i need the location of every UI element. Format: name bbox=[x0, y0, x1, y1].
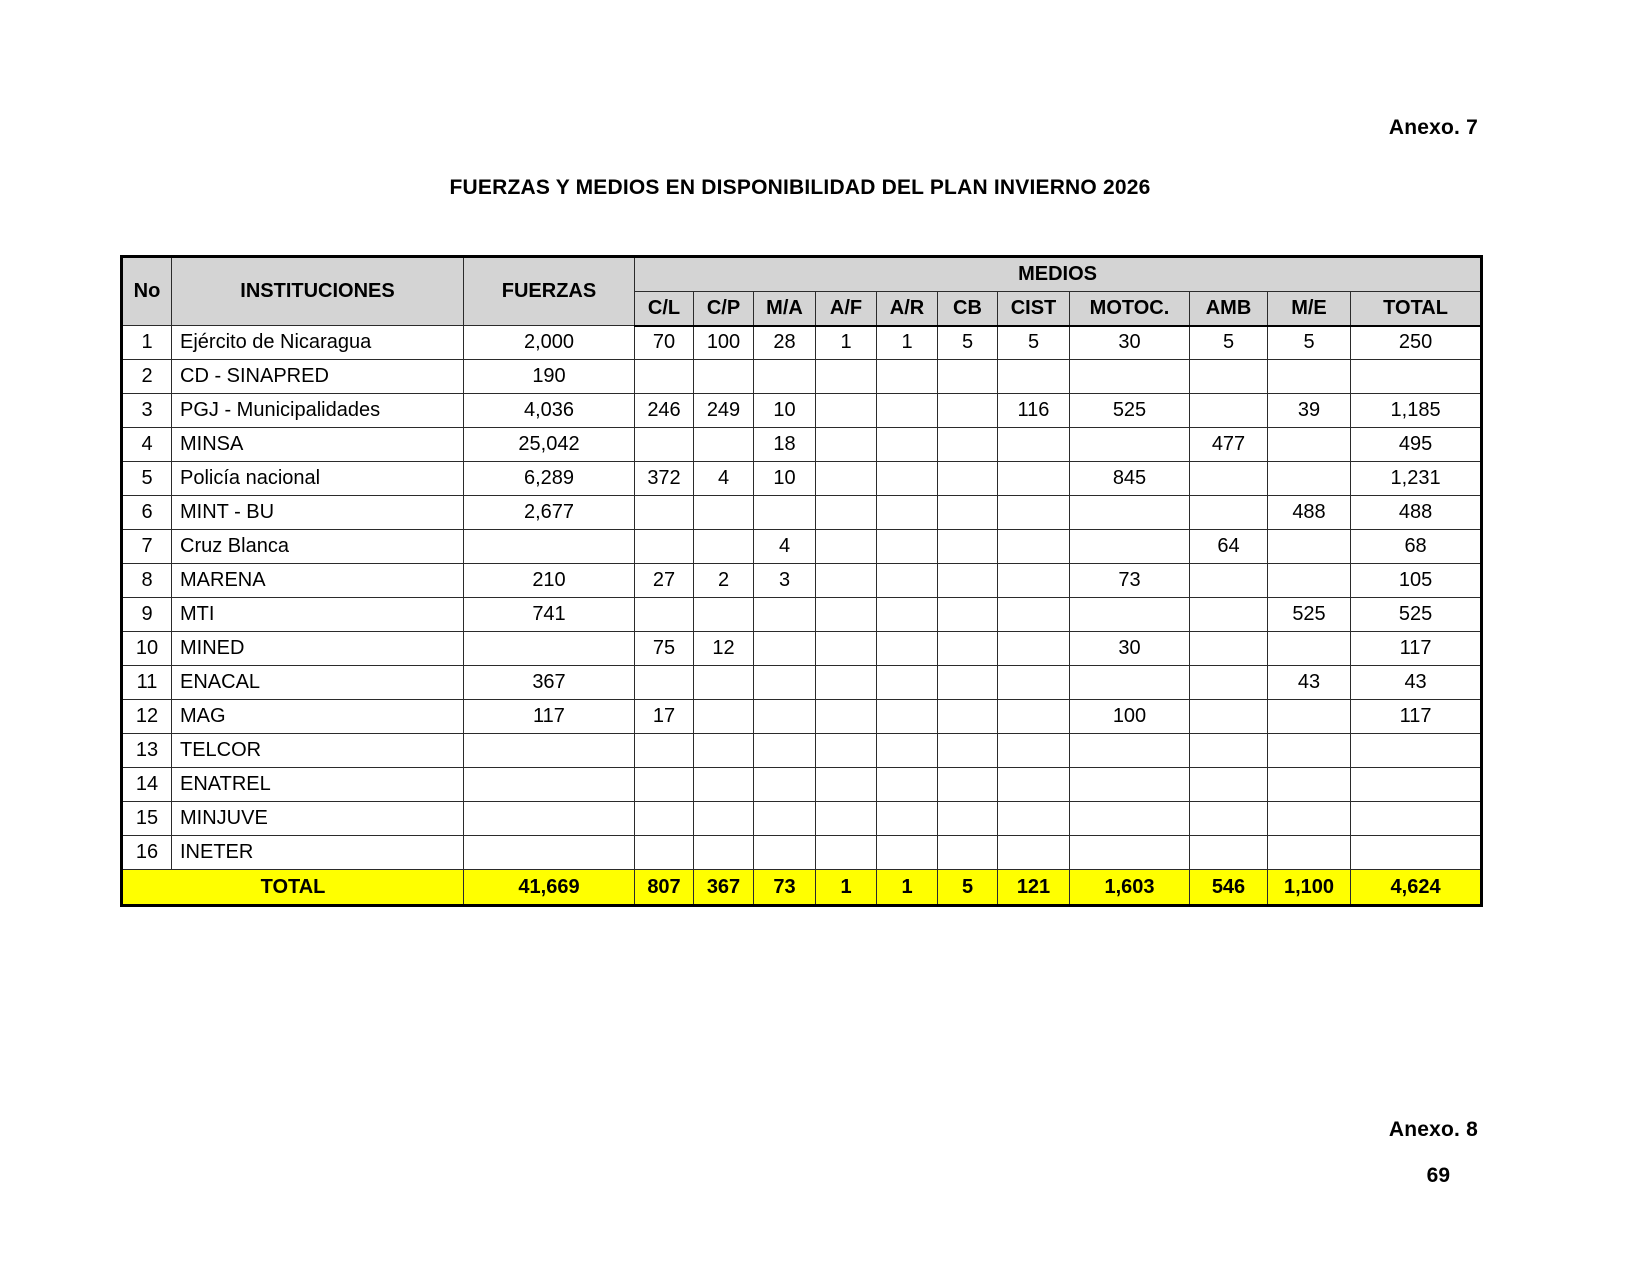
medios-cell bbox=[1190, 496, 1268, 530]
medios-cell bbox=[635, 428, 694, 462]
medios-cell bbox=[998, 666, 1070, 700]
medios-cell bbox=[938, 462, 998, 496]
row-number-cell: 11 bbox=[122, 666, 172, 700]
medios-cell: 372 bbox=[635, 462, 694, 496]
institution-cell: TELCOR bbox=[172, 734, 464, 768]
medios-cell bbox=[1070, 666, 1190, 700]
medios-cell bbox=[694, 428, 754, 462]
medios-cell: 27 bbox=[635, 564, 694, 598]
medios-cell bbox=[998, 530, 1070, 564]
medios-cell: 5 bbox=[998, 326, 1070, 360]
table-row bbox=[122, 598, 1482, 632]
row-number-cell: 5 bbox=[122, 462, 172, 496]
col-header-medios-10: TOTAL bbox=[1351, 292, 1482, 326]
total-medios-cell: 1,603 bbox=[1070, 870, 1190, 906]
institution-cell: MARENA bbox=[172, 564, 464, 598]
col-header-fuerzas: FUERZAS bbox=[464, 257, 635, 326]
medios-cell: 4 bbox=[754, 530, 816, 564]
medios-cell bbox=[1190, 564, 1268, 598]
medios-cell bbox=[1351, 802, 1482, 836]
medios-cell: 100 bbox=[1070, 700, 1190, 734]
medios-cell bbox=[938, 564, 998, 598]
col-header-medios-1: C/P bbox=[694, 292, 754, 326]
total-medios-cell: 5 bbox=[938, 870, 998, 906]
medios-cell bbox=[635, 598, 694, 632]
document-title: FUERZAS Y MEDIOS EN DISPONIBILIDAD DEL PLAN INVIERNO 2026 bbox=[449, 176, 1151, 199]
medios-cell bbox=[694, 802, 754, 836]
medios-cell bbox=[694, 360, 754, 394]
medios-cell bbox=[635, 530, 694, 564]
medios-cell: 75 bbox=[635, 632, 694, 666]
col-header-medios-8: AMB bbox=[1190, 292, 1268, 326]
medios-cell bbox=[694, 496, 754, 530]
medios-cell bbox=[694, 836, 754, 870]
medios-cell: 525 bbox=[1268, 598, 1351, 632]
medios-cell: 249 bbox=[694, 394, 754, 428]
medios-cell bbox=[938, 700, 998, 734]
medios-cell bbox=[938, 394, 998, 428]
medios-cell bbox=[816, 598, 877, 632]
institution-cell: MINJUVE bbox=[172, 802, 464, 836]
medios-cell bbox=[816, 530, 877, 564]
row-number-cell: 10 bbox=[122, 632, 172, 666]
medios-cell bbox=[1070, 802, 1190, 836]
medios-cell bbox=[694, 734, 754, 768]
medios-cell: 117 bbox=[1351, 700, 1482, 734]
fuerzas-medios-table bbox=[120, 255, 1483, 907]
table-row bbox=[122, 802, 1482, 836]
total-label-cell: TOTAL bbox=[122, 870, 464, 906]
medios-cell: 18 bbox=[754, 428, 816, 462]
fuerzas-cell bbox=[464, 802, 635, 836]
medios-cell bbox=[754, 360, 816, 394]
institution-cell: CD - SINAPRED bbox=[172, 360, 464, 394]
medios-cell: 5 bbox=[1268, 326, 1351, 360]
medios-cell bbox=[635, 360, 694, 394]
medios-cell bbox=[816, 836, 877, 870]
medios-cell bbox=[754, 632, 816, 666]
table-row bbox=[122, 666, 1482, 700]
medios-cell bbox=[938, 496, 998, 530]
medios-cell bbox=[754, 666, 816, 700]
table-row bbox=[122, 360, 1482, 394]
medios-cell bbox=[1351, 836, 1482, 870]
table-row bbox=[122, 462, 1482, 496]
institution-cell: Cruz Blanca bbox=[172, 530, 464, 564]
medios-cell bbox=[635, 734, 694, 768]
medios-cell: 1,185 bbox=[1351, 394, 1482, 428]
col-header-no: No bbox=[122, 257, 172, 326]
medios-cell: 2 bbox=[694, 564, 754, 598]
medios-cell bbox=[877, 734, 938, 768]
medios-cell bbox=[877, 360, 938, 394]
fuerzas-cell bbox=[464, 632, 635, 666]
medios-cell: 5 bbox=[938, 326, 998, 360]
total-medios-cell: 1 bbox=[877, 870, 938, 906]
total-medios-cell: 1,100 bbox=[1268, 870, 1351, 906]
row-number-cell: 2 bbox=[122, 360, 172, 394]
col-header-medios-9: M/E bbox=[1268, 292, 1351, 326]
institution-cell: PGJ - Municipalidades bbox=[172, 394, 464, 428]
medios-cell bbox=[816, 768, 877, 802]
medios-cell: 12 bbox=[694, 632, 754, 666]
medios-cell bbox=[635, 496, 694, 530]
medios-cell bbox=[1070, 428, 1190, 462]
institution-cell: MINSA bbox=[172, 428, 464, 462]
medios-cell bbox=[1268, 802, 1351, 836]
medios-cell bbox=[816, 462, 877, 496]
medios-cell: 117 bbox=[1351, 632, 1482, 666]
table-row bbox=[122, 564, 1482, 598]
table-row bbox=[122, 326, 1482, 360]
row-number-cell: 16 bbox=[122, 836, 172, 870]
col-header-instituciones: INSTITUCIONES bbox=[172, 257, 464, 326]
medios-cell bbox=[816, 360, 877, 394]
medios-cell bbox=[754, 700, 816, 734]
medios-cell: 525 bbox=[1070, 394, 1190, 428]
medios-cell: 525 bbox=[1351, 598, 1482, 632]
fuerzas-cell bbox=[464, 836, 635, 870]
medios-cell bbox=[1268, 530, 1351, 564]
institution-cell: MINED bbox=[172, 632, 464, 666]
table-footer bbox=[122, 870, 1482, 906]
medios-cell bbox=[1268, 768, 1351, 802]
col-header-medios-3: A/F bbox=[816, 292, 877, 326]
medios-cell bbox=[694, 598, 754, 632]
medios-cell bbox=[877, 666, 938, 700]
medios-cell bbox=[1190, 394, 1268, 428]
medios-cell: 64 bbox=[1190, 530, 1268, 564]
medios-cell bbox=[694, 700, 754, 734]
medios-cell bbox=[1190, 802, 1268, 836]
medios-cell bbox=[998, 734, 1070, 768]
medios-cell bbox=[938, 666, 998, 700]
table-header bbox=[122, 257, 1482, 326]
medios-cell: 10 bbox=[754, 462, 816, 496]
table-row bbox=[122, 768, 1482, 802]
medios-cell bbox=[877, 394, 938, 428]
medios-cell bbox=[1070, 360, 1190, 394]
medios-cell bbox=[938, 598, 998, 632]
medios-cell bbox=[877, 632, 938, 666]
institution-cell: INETER bbox=[172, 836, 464, 870]
medios-cell: 73 bbox=[1070, 564, 1190, 598]
fuerzas-cell: 4,036 bbox=[464, 394, 635, 428]
institution-cell: ENACAL bbox=[172, 666, 464, 700]
fuerzas-cell: 2,677 bbox=[464, 496, 635, 530]
row-number-cell: 12 bbox=[122, 700, 172, 734]
medios-cell: 3 bbox=[754, 564, 816, 598]
medios-cell bbox=[1268, 360, 1351, 394]
medios-cell bbox=[938, 530, 998, 564]
medios-cell bbox=[998, 632, 1070, 666]
total-medios-cell: 367 bbox=[694, 870, 754, 906]
col-header-medios-5: CB bbox=[938, 292, 998, 326]
medios-cell: 4 bbox=[694, 462, 754, 496]
medios-cell bbox=[1070, 734, 1190, 768]
medios-cell bbox=[816, 564, 877, 598]
medios-cell bbox=[694, 666, 754, 700]
fuerzas-cell: 117 bbox=[464, 700, 635, 734]
medios-cell bbox=[1070, 768, 1190, 802]
medios-cell: 477 bbox=[1190, 428, 1268, 462]
medios-cell bbox=[877, 496, 938, 530]
medios-cell bbox=[635, 802, 694, 836]
row-number-cell: 8 bbox=[122, 564, 172, 598]
medios-cell: 1,231 bbox=[1351, 462, 1482, 496]
medios-cell bbox=[938, 836, 998, 870]
medios-cell bbox=[877, 564, 938, 598]
fuerzas-cell: 210 bbox=[464, 564, 635, 598]
total-medios-cell: 4,624 bbox=[1351, 870, 1482, 906]
table-row bbox=[122, 394, 1482, 428]
institution-cell: MTI bbox=[172, 598, 464, 632]
medios-cell: 30 bbox=[1070, 326, 1190, 360]
fuerzas-cell: 25,042 bbox=[464, 428, 635, 462]
fuerzas-cell bbox=[464, 768, 635, 802]
medios-cell: 68 bbox=[1351, 530, 1482, 564]
medios-cell bbox=[877, 428, 938, 462]
medios-cell bbox=[694, 768, 754, 802]
row-number-cell: 1 bbox=[122, 326, 172, 360]
fuerzas-cell bbox=[464, 734, 635, 768]
medios-cell: 250 bbox=[1351, 326, 1482, 360]
fuerzas-cell bbox=[464, 530, 635, 564]
medios-cell bbox=[877, 768, 938, 802]
medios-cell bbox=[1268, 428, 1351, 462]
col-header-medios-7: MOTOC. bbox=[1070, 292, 1190, 326]
col-header-medios-group: MEDIOS bbox=[635, 257, 1482, 292]
fuerzas-cell: 6,289 bbox=[464, 462, 635, 496]
medios-cell bbox=[1190, 632, 1268, 666]
medios-cell bbox=[998, 462, 1070, 496]
medios-cell bbox=[1190, 734, 1268, 768]
medios-cell bbox=[938, 428, 998, 462]
medios-cell bbox=[754, 496, 816, 530]
fuerzas-cell: 2,000 bbox=[464, 326, 635, 360]
medios-cell bbox=[1190, 666, 1268, 700]
medios-cell bbox=[1351, 734, 1482, 768]
table-row bbox=[122, 530, 1482, 564]
medios-cell: 43 bbox=[1268, 666, 1351, 700]
header-group-row bbox=[122, 257, 1482, 292]
anexo-8-label: Anexo. 8 bbox=[1388, 1118, 1478, 1141]
medios-cell: 39 bbox=[1268, 394, 1351, 428]
page-number: 69 bbox=[1426, 1164, 1450, 1187]
medios-cell bbox=[816, 700, 877, 734]
medios-cell: 495 bbox=[1351, 428, 1482, 462]
medios-cell bbox=[1190, 836, 1268, 870]
medios-cell bbox=[1268, 462, 1351, 496]
medios-cell bbox=[1070, 836, 1190, 870]
medios-cell bbox=[754, 734, 816, 768]
medios-cell bbox=[1190, 360, 1268, 394]
table-row bbox=[122, 632, 1482, 666]
medios-cell: 5 bbox=[1190, 326, 1268, 360]
table-row bbox=[122, 836, 1482, 870]
medios-cell bbox=[1190, 700, 1268, 734]
medios-cell bbox=[1190, 462, 1268, 496]
medios-cell bbox=[877, 462, 938, 496]
medios-cell bbox=[816, 496, 877, 530]
total-medios-cell: 121 bbox=[998, 870, 1070, 906]
medios-cell bbox=[816, 428, 877, 462]
medios-cell bbox=[635, 666, 694, 700]
medios-cell bbox=[1070, 598, 1190, 632]
medios-cell bbox=[877, 598, 938, 632]
fuerzas-cell: 741 bbox=[464, 598, 635, 632]
medios-cell bbox=[938, 802, 998, 836]
medios-cell bbox=[938, 632, 998, 666]
medios-cell bbox=[1351, 360, 1482, 394]
medios-cell bbox=[754, 802, 816, 836]
medios-cell bbox=[754, 768, 816, 802]
medios-cell bbox=[816, 666, 877, 700]
table-row bbox=[122, 428, 1482, 462]
table-body bbox=[122, 326, 1482, 870]
medios-cell bbox=[998, 360, 1070, 394]
medios-cell bbox=[938, 360, 998, 394]
total-row bbox=[122, 870, 1482, 906]
table-row bbox=[122, 700, 1482, 734]
medios-cell bbox=[998, 700, 1070, 734]
medios-cell bbox=[754, 598, 816, 632]
medios-cell bbox=[877, 700, 938, 734]
medios-cell bbox=[938, 734, 998, 768]
medios-cell: 30 bbox=[1070, 632, 1190, 666]
row-number-cell: 3 bbox=[122, 394, 172, 428]
medios-cell bbox=[1190, 598, 1268, 632]
row-number-cell: 9 bbox=[122, 598, 172, 632]
medios-cell bbox=[754, 836, 816, 870]
table-row bbox=[122, 496, 1482, 530]
total-medios-cell: 546 bbox=[1190, 870, 1268, 906]
medios-cell bbox=[635, 836, 694, 870]
medios-cell: 116 bbox=[998, 394, 1070, 428]
row-number-cell: 7 bbox=[122, 530, 172, 564]
medios-cell bbox=[816, 802, 877, 836]
total-fuerzas-cell: 41,669 bbox=[464, 870, 635, 906]
col-header-medios-0: C/L bbox=[635, 292, 694, 326]
medios-cell bbox=[998, 802, 1070, 836]
row-number-cell: 13 bbox=[122, 734, 172, 768]
medios-cell: 10 bbox=[754, 394, 816, 428]
medios-cell bbox=[694, 530, 754, 564]
medios-cell bbox=[816, 734, 877, 768]
medios-cell bbox=[1268, 632, 1351, 666]
institution-cell: MAG bbox=[172, 700, 464, 734]
row-number-cell: 6 bbox=[122, 496, 172, 530]
institution-cell: ENATREL bbox=[172, 768, 464, 802]
row-number-cell: 14 bbox=[122, 768, 172, 802]
institution-cell: Ejército de Nicaragua bbox=[172, 326, 464, 360]
medios-cell: 488 bbox=[1351, 496, 1482, 530]
medios-cell bbox=[1268, 700, 1351, 734]
medios-cell: 488 bbox=[1268, 496, 1351, 530]
total-medios-cell: 1 bbox=[816, 870, 877, 906]
anexo-7-label: Anexo. 7 bbox=[1388, 116, 1478, 139]
fuerzas-cell: 190 bbox=[464, 360, 635, 394]
total-medios-cell: 807 bbox=[635, 870, 694, 906]
col-header-medios-2: M/A bbox=[754, 292, 816, 326]
col-header-medios-6: CIST bbox=[998, 292, 1070, 326]
institution-cell: Policía nacional bbox=[172, 462, 464, 496]
medios-cell bbox=[998, 428, 1070, 462]
medios-cell bbox=[1351, 768, 1482, 802]
medios-cell bbox=[1268, 836, 1351, 870]
row-number-cell: 4 bbox=[122, 428, 172, 462]
medios-cell bbox=[998, 564, 1070, 598]
col-header-medios-4: A/R bbox=[877, 292, 938, 326]
medios-cell: 1 bbox=[816, 326, 877, 360]
medios-cell bbox=[816, 394, 877, 428]
medios-cell bbox=[877, 836, 938, 870]
medios-cell bbox=[816, 632, 877, 666]
medios-cell: 1 bbox=[877, 326, 938, 360]
medios-cell: 28 bbox=[754, 326, 816, 360]
table-row bbox=[122, 734, 1482, 768]
medios-cell bbox=[877, 802, 938, 836]
medios-cell bbox=[635, 768, 694, 802]
medios-cell bbox=[998, 496, 1070, 530]
medios-cell bbox=[998, 836, 1070, 870]
medios-cell: 105 bbox=[1351, 564, 1482, 598]
medios-cell bbox=[1190, 768, 1268, 802]
medios-cell bbox=[1070, 530, 1190, 564]
medios-cell: 100 bbox=[694, 326, 754, 360]
medios-cell bbox=[998, 598, 1070, 632]
medios-cell bbox=[998, 768, 1070, 802]
medios-cell bbox=[1070, 496, 1190, 530]
fuerzas-cell: 367 bbox=[464, 666, 635, 700]
medios-cell bbox=[877, 530, 938, 564]
total-medios-cell: 73 bbox=[754, 870, 816, 906]
medios-cell: 70 bbox=[635, 326, 694, 360]
medios-cell bbox=[938, 768, 998, 802]
medios-cell bbox=[1268, 564, 1351, 598]
medios-cell: 43 bbox=[1351, 666, 1482, 700]
row-number-cell: 15 bbox=[122, 802, 172, 836]
institution-cell: MINT - BU bbox=[172, 496, 464, 530]
medios-cell: 845 bbox=[1070, 462, 1190, 496]
medios-cell bbox=[1268, 734, 1351, 768]
medios-cell: 17 bbox=[635, 700, 694, 734]
medios-cell: 246 bbox=[635, 394, 694, 428]
